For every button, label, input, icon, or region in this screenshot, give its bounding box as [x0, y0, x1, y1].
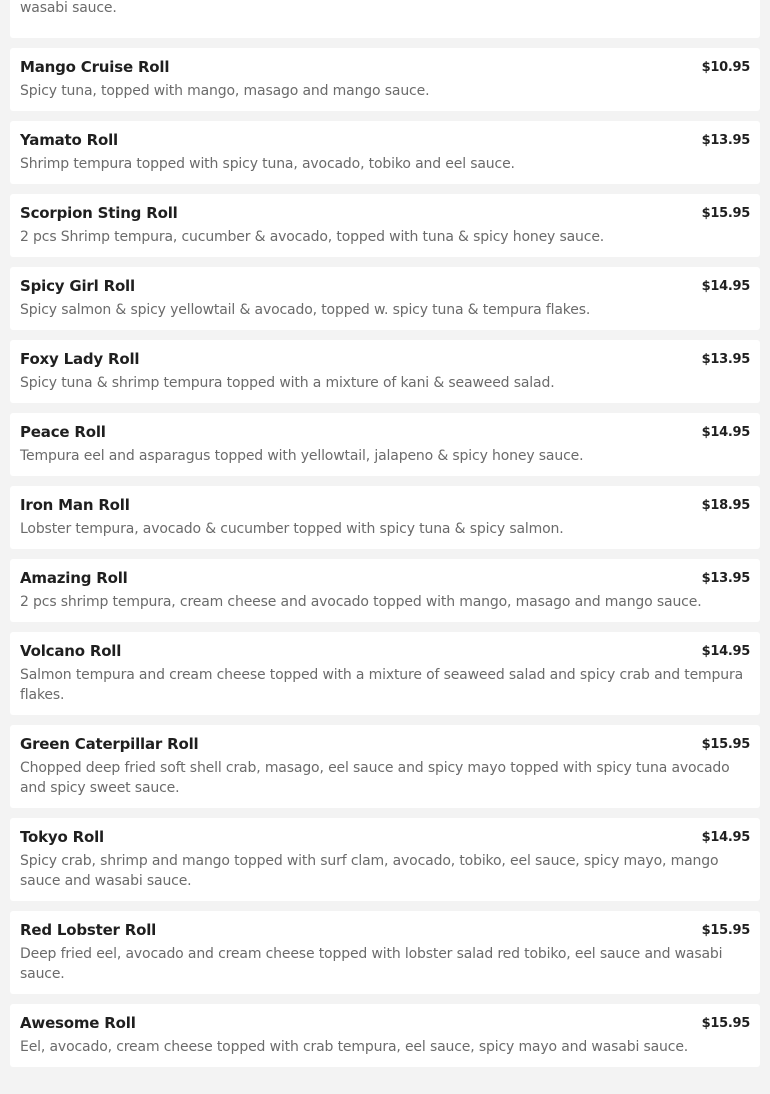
menu-item-description: Spicy crab, shrimp and mango topped with surf clam, avocado, tobiko, eel sauce, spicy mayo, mango sauce and wasabi sauce. [20, 853, 719, 889]
menu-item-price: $15.95 [701, 205, 750, 221]
menu-item-name: Green Caterpillar Roll [20, 735, 199, 753]
menu-item-description: Spicy tuna, topped with mango, masago and mango sauce. [20, 83, 430, 99]
menu-item-card[interactable] [10, 632, 760, 715]
menu-item-card[interactable] [10, 194, 760, 257]
menu-item-description: Lobster tempura, avocado & cucumber topped with spicy tuna & spicy salmon. [20, 521, 564, 537]
menu-item-description: wasabi sauce. [20, 0, 117, 16]
menu-item-name: Peace Roll [20, 423, 106, 441]
menu-item-description: Tempura eel and asparagus topped with yellowtail, jalapeno & spicy honey sauce. [20, 448, 584, 464]
menu-item-price: $10.95 [701, 59, 750, 75]
menu-item-name: Iron Man Roll [20, 496, 130, 514]
menu-item-card[interactable] [10, 1004, 760, 1067]
menu-item-name: Yamato Roll [20, 131, 118, 149]
menu-item-card[interactable] [10, 725, 760, 808]
menu-item-name: Foxy Lady Roll [20, 350, 140, 368]
menu-item-card[interactable] [10, 559, 760, 622]
menu-item-name: Scorpion Sting Roll [20, 204, 178, 222]
menu-item-price: $13.95 [701, 570, 750, 586]
menu-item-name: Mango Cruise Roll [20, 58, 170, 76]
menu-item-description: 2 pcs shrimp tempura, cream cheese and avocado topped with mango, masago and mango sauce. [20, 594, 702, 610]
menu-item-price: $15.95 [701, 922, 750, 938]
menu-item-description: Eel, avocado, cream cheese topped with crab tempura, eel sauce, spicy mayo and wasabi sauce. [20, 1039, 689, 1055]
menu-item-price: $14.95 [701, 643, 750, 659]
menu-item-price: $13.95 [701, 132, 750, 148]
menu-item-name: Tokyo Roll [20, 828, 104, 846]
menu-item-name: Spicy Girl Roll [20, 277, 135, 295]
menu-item-name: Amazing Roll [20, 569, 128, 587]
menu-item-name: Volcano Roll [20, 642, 122, 660]
menu-item-card[interactable] [10, 818, 760, 901]
menu-item-price: $14.95 [701, 424, 750, 440]
menu-item-price: $15.95 [701, 736, 750, 752]
menu-item-card[interactable] [10, 486, 760, 549]
menu-item-name: Awesome Roll [20, 1014, 136, 1032]
menu-item-price: $15.95 [701, 1015, 750, 1031]
menu-item-description: Shrimp tempura topped with spicy tuna, avocado, tobiko and eel sauce. [20, 156, 515, 172]
menu-item-price: $14.95 [701, 829, 750, 845]
menu-item-name: Red Lobster Roll [20, 921, 157, 939]
menu-item-card[interactable] [10, 267, 760, 330]
menu-item-card[interactable] [10, 0, 760, 38]
menu-item-card[interactable] [10, 48, 760, 111]
menu-item-description: Spicy salmon & spicy yellowtail & avocado, topped w. spicy tuna & tempura flakes. [20, 302, 591, 318]
menu-item-description: Deep fried eel, avocado and cream cheese topped with lobster salad red tobiko, eel sauce and wasabi sauce. [20, 946, 723, 982]
menu-item-description: Salmon tempura and cream cheese topped with a mixture of seaweed salad and spicy crab and tempura flakes. [20, 667, 744, 703]
menu-item-price: $13.95 [701, 351, 750, 367]
menu-item-price: $18.95 [701, 497, 750, 513]
menu-item-description: 2 pcs Shrimp tempura, cucumber & avocado, topped with tuna & spicy honey sauce. [20, 229, 605, 245]
menu-item-card[interactable] [10, 340, 760, 403]
menu-item-description: Spicy tuna & shrimp tempura topped with a mixture of kani & seaweed salad. [20, 375, 555, 391]
menu-item-list [10, 0, 760, 1077]
menu-item-card[interactable] [10, 413, 760, 476]
menu-item-price: $14.95 [701, 278, 750, 294]
menu-item-card[interactable] [10, 911, 760, 994]
menu-item-card[interactable] [10, 121, 760, 184]
menu-item-description: Chopped deep fried soft shell crab, masago, eel sauce and spicy mayo topped with spicy tuna avocado and spicy sweet sauce. [20, 760, 730, 796]
